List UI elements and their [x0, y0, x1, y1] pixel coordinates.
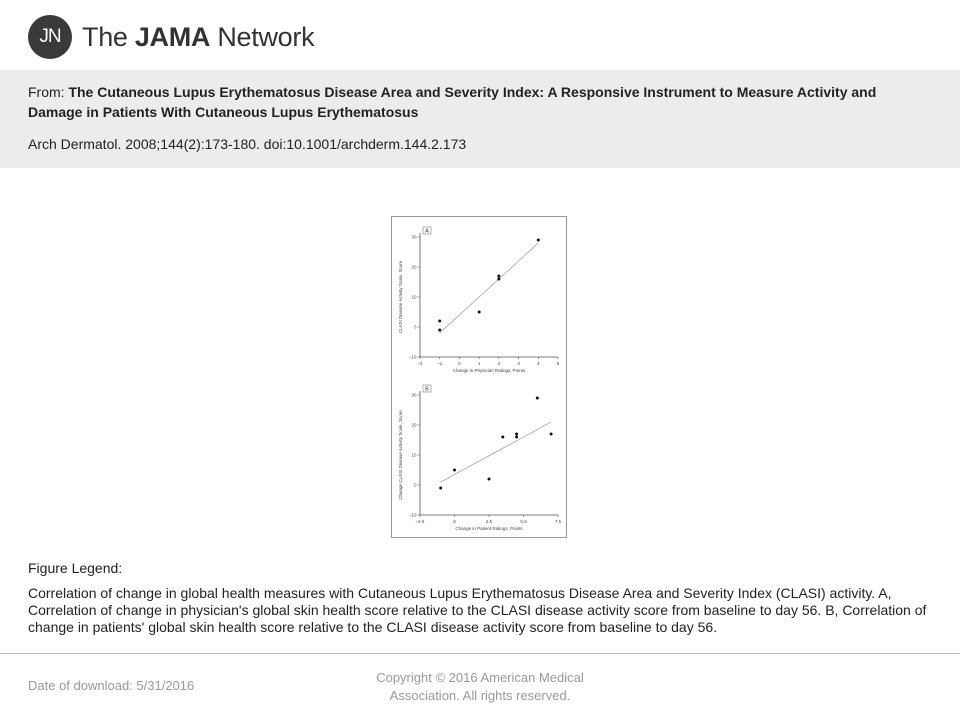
data-point — [537, 239, 540, 242]
download-date: Date of download: 5/31/2016 — [28, 678, 195, 693]
copyright — [340, 669, 620, 705]
data-point — [438, 320, 441, 323]
from-line — [28, 82, 908, 122]
data-point — [438, 329, 441, 332]
jama-network-logo[interactable] — [28, 14, 314, 60]
y-tick-label: 0 — [413, 482, 417, 488]
footer-divider — [0, 653, 960, 654]
data-point — [515, 433, 518, 436]
brand-name-prefix: The — [82, 21, 135, 52]
y-tick-label: −10 — [408, 512, 417, 518]
y-tick-label: 20 — [411, 264, 417, 270]
panel-label: B — [425, 386, 429, 393]
x-tick-label: 5 — [556, 361, 560, 366]
data-point — [501, 436, 504, 439]
brand-name-suffix: Network — [210, 21, 315, 52]
data-point — [550, 433, 553, 436]
regression-line — [441, 422, 551, 482]
x-tick-label: 7.5 — [554, 519, 562, 524]
panel-label: A — [425, 228, 429, 235]
data-point — [536, 397, 539, 400]
x-tick-label: −2.5 — [415, 519, 425, 524]
scatter-panel-b — [398, 385, 562, 531]
x-axis-label: Change in Physician Ratings, Points — [452, 368, 526, 373]
y-axis-label: Change CLASI Disease Activity Scale, Score — [398, 410, 403, 500]
data-point — [497, 278, 500, 281]
y-tick-label: 30 — [411, 392, 417, 398]
legend-text: Correlation of change in global health measures with Cutaneous Lupus Erythematosus Disease Area and Severity Index (CLASI) activity. A, Correlation of change in physician's global skin health score relative to the CLASI disease activity score from baseline to day 56. B, Correlation of change in patients' global skin health score relative to the CLASI disease activity score from baseline to day 56. — [28, 585, 927, 635]
figure-svg — [392, 217, 566, 537]
data-point — [515, 436, 518, 439]
y-tick-label: 0 — [413, 324, 417, 330]
x-tick-label: 0 — [453, 519, 456, 524]
x-tick-label: −2 — [417, 361, 423, 366]
article-citation: Arch Dermatol. 2008;144(2):173-180. doi:10.1001/archderm.144.2.173 — [28, 136, 467, 152]
figure-panel — [391, 216, 567, 538]
y-tick-label: 20 — [411, 422, 417, 428]
x-tick-label: 4 — [537, 361, 540, 366]
x-tick-label: 5.0 — [520, 519, 527, 524]
jn-logo-mark: JN — [28, 15, 72, 59]
x-tick-label: −1 — [437, 361, 443, 366]
scatter-panel-a — [398, 227, 560, 373]
y-axis-label: CLASI Disease Activity Scale, Score — [398, 260, 403, 334]
regression-line — [440, 243, 539, 333]
x-tick-label: 1 — [477, 361, 481, 366]
brand-name-bold: JAMA — [134, 21, 211, 52]
x-tick-label: 2.5 — [485, 519, 493, 524]
article-title: The Cutaneous Lupus Erythematosus Disease Area and Severity Index: A Responsive Instrument to Measure Activity and Damage in Patients With Cutaneous Lupus Erythematosus — [28, 84, 877, 120]
x-tick-label: 3 — [517, 361, 520, 366]
y-tick-label: 10 — [411, 294, 417, 300]
data-point — [439, 487, 442, 490]
copyright-line-1: Copyright © 2016 American Medical — [376, 670, 584, 685]
x-tick-label: 2 — [497, 361, 501, 366]
copyright-line-2: Association. All rights reserved. — [389, 688, 571, 703]
data-point — [497, 275, 500, 278]
x-tick-label: 0 — [458, 361, 461, 366]
y-tick-label: 30 — [411, 234, 417, 240]
x-axis-label: Change in Patient Ratings, Points — [455, 526, 523, 531]
y-tick-label: −10 — [408, 354, 417, 360]
data-point — [453, 469, 456, 472]
from-label: From: — [28, 84, 69, 100]
legend-title: Figure Legend: — [28, 560, 123, 576]
brand-name — [82, 22, 314, 53]
data-point — [478, 311, 481, 314]
y-tick-label: 10 — [411, 452, 417, 458]
data-point — [488, 478, 491, 481]
article-header — [0, 70, 960, 168]
